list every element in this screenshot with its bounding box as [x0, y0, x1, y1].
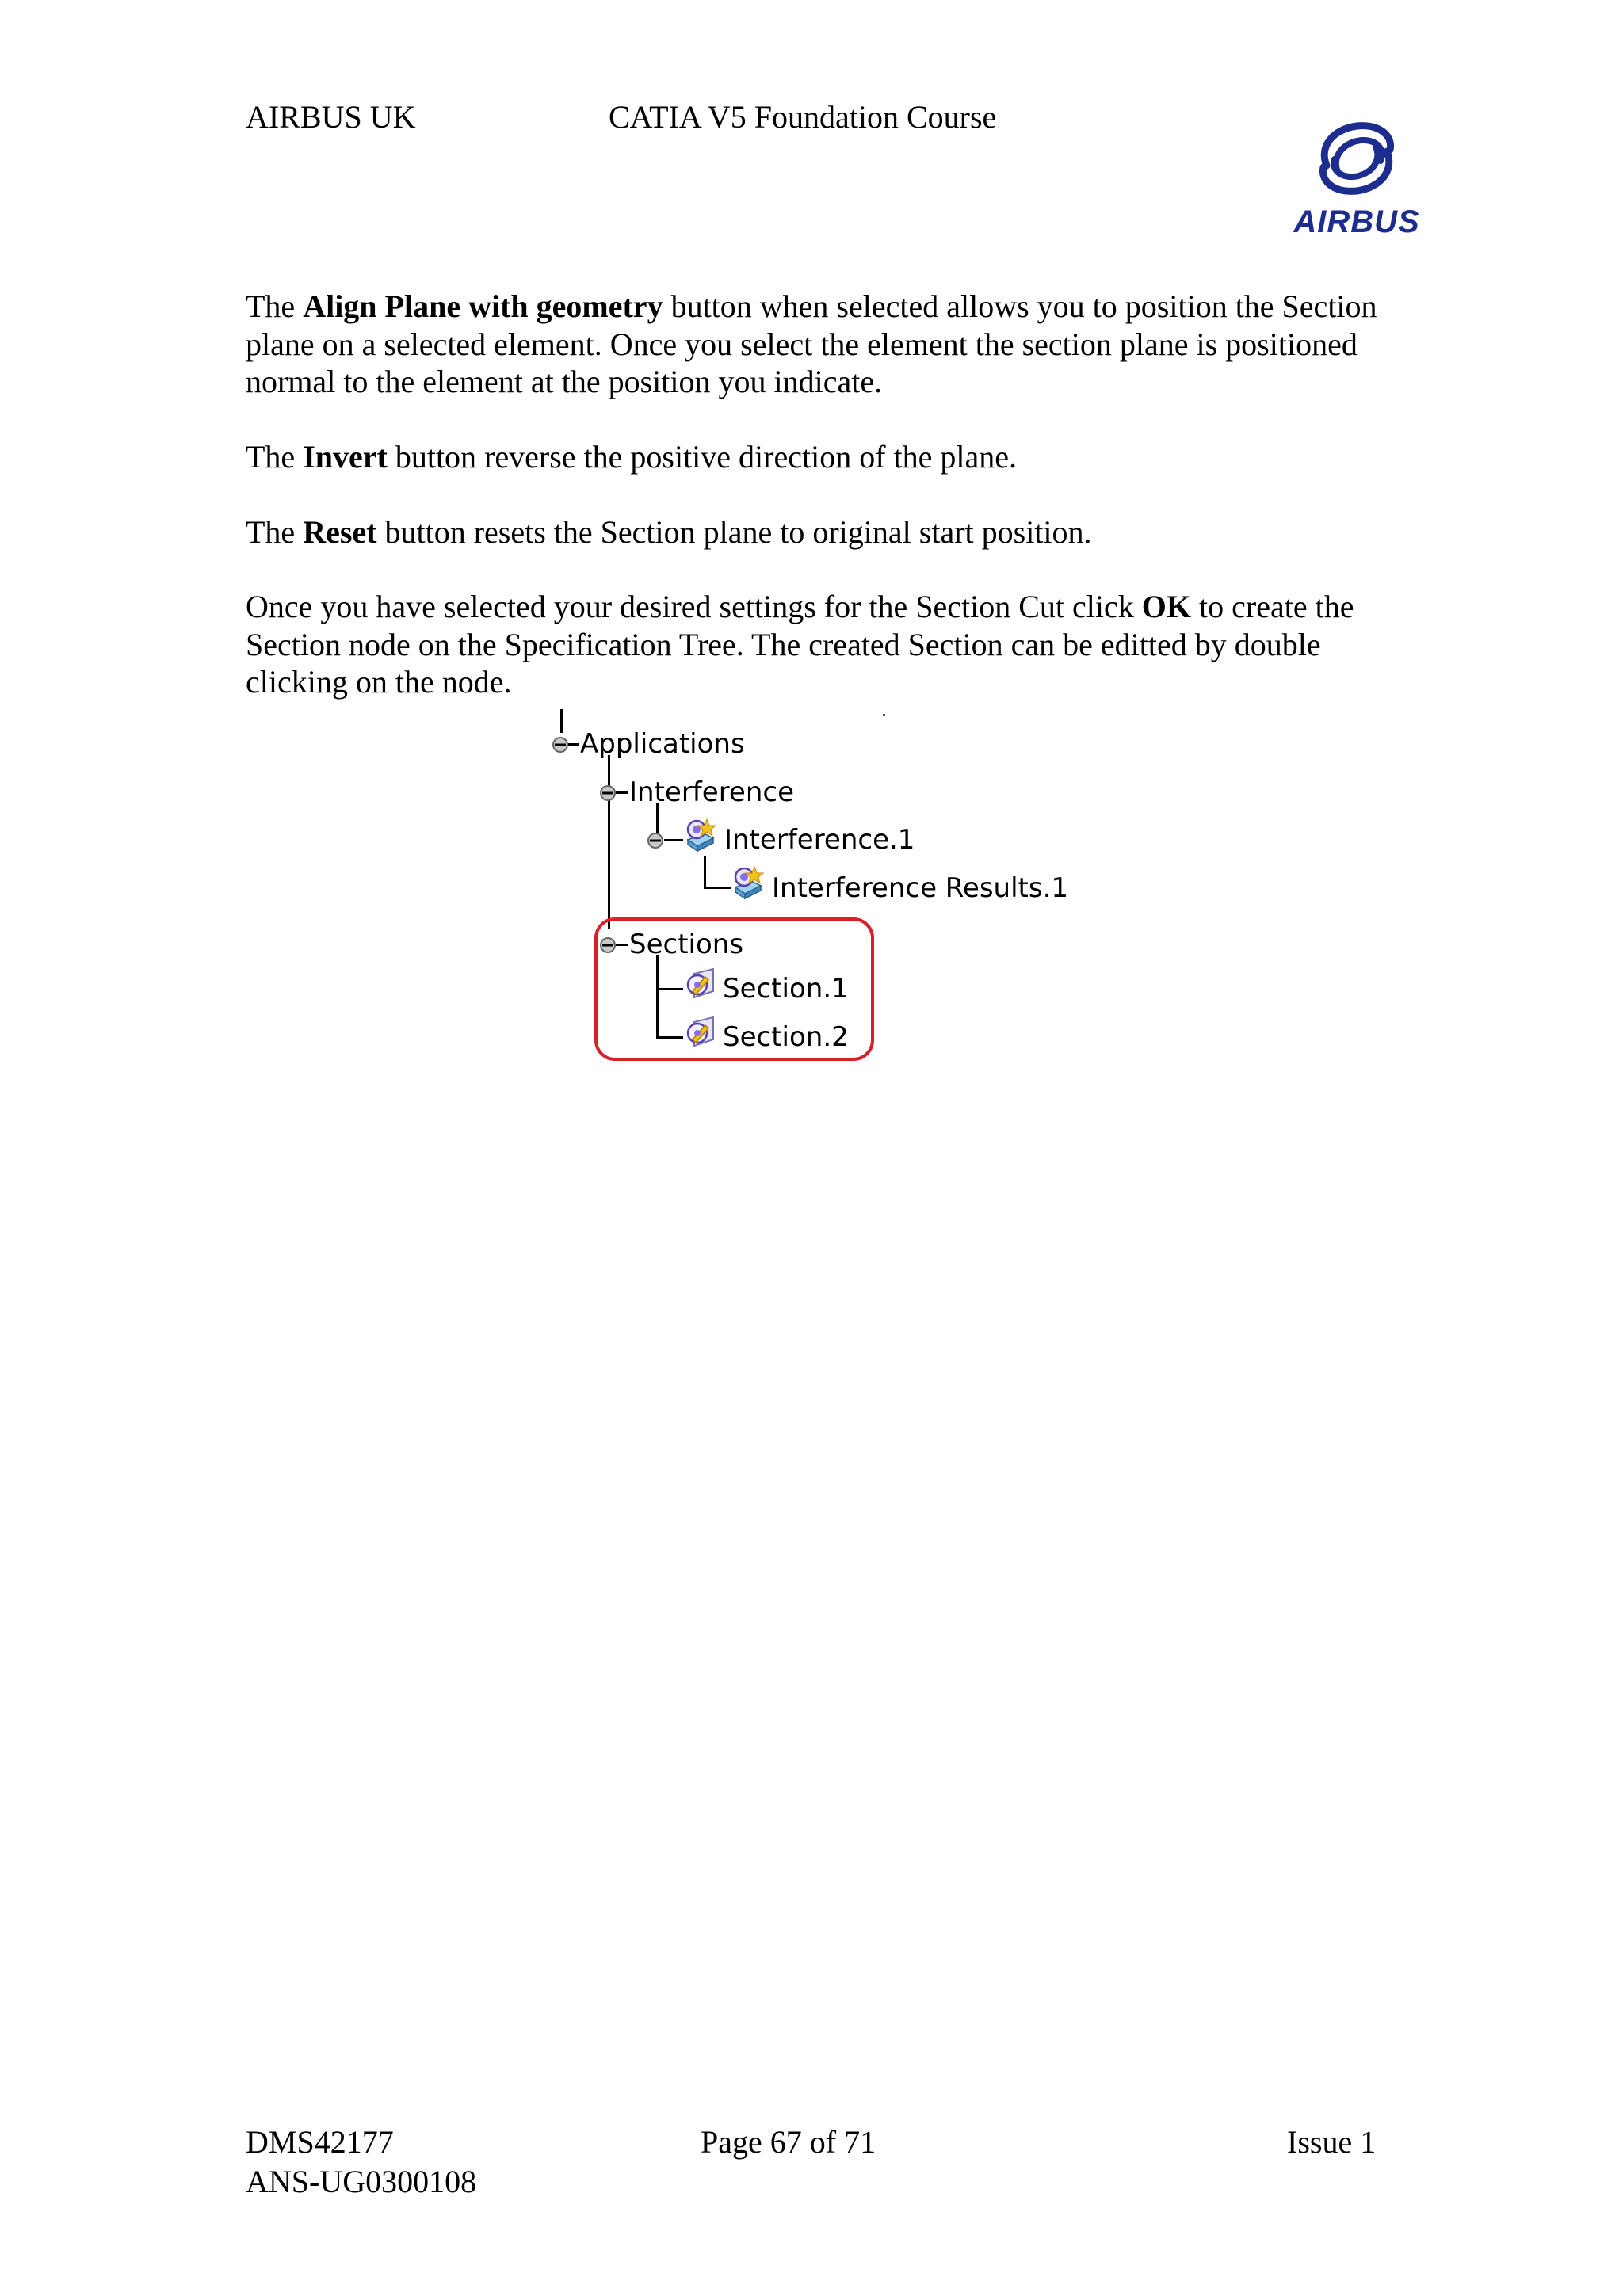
- tree-node-applications[interactable]: Applications: [580, 728, 745, 760]
- invert-paragraph: [246, 438, 1387, 476]
- specification-tree: [547, 709, 1086, 1070]
- tree-connector-root-stem: [560, 709, 563, 733]
- align-plane-text-post: button when selected allows you to position the Section plane on a selected element. Once you select the element the section plane is positioned normal to the element at the position you indicate.: [246, 288, 1377, 399]
- tree-node-sections[interactable]: Sections: [629, 929, 744, 960]
- tree-node-section-1[interactable]: Section.1: [723, 973, 849, 1005]
- airbus-wordmark: AIRBUS: [1293, 204, 1420, 239]
- tree-connector-applications-trunk: [608, 755, 610, 929]
- footer-issue: Issue 1: [1287, 2124, 1377, 2160]
- section-2-icon: [683, 1016, 718, 1051]
- ok-term: OK: [1141, 589, 1192, 624]
- airbus-logo: [1277, 115, 1436, 243]
- section-1-icon: [683, 967, 718, 1002]
- footer-page-number: Page 67 of 71: [701, 2124, 876, 2160]
- invert-text-pre: The: [246, 439, 304, 475]
- invert-text-post: button reverse the positive direction of the plane.: [387, 439, 1018, 475]
- header-course-title: CATIA V5 Foundation Course: [609, 99, 997, 135]
- collapse-interference-icon[interactable]: [599, 784, 617, 802]
- reset-term: Reset: [303, 514, 377, 550]
- interference-results-icon: [731, 865, 766, 900]
- ok-text-post: to create the Section node on the Specification Tree. The created Section can be editted by double clicking on the node.: [246, 589, 1354, 700]
- tree-connector-results: [704, 887, 731, 889]
- airbus-swirl-icon: [1277, 115, 1436, 202]
- reset-paragraph: [246, 513, 1387, 551]
- tree-connector-interference: [615, 791, 628, 794]
- ok-paragraph: [246, 588, 1387, 701]
- footer-reference: ANS-UG0300108: [246, 2164, 477, 2199]
- footer-doc-number: DMS42177: [246, 2124, 394, 2160]
- stray-dot: [883, 714, 885, 716]
- collapse-interference-1-icon[interactable]: [647, 832, 664, 849]
- tree-node-interference-1[interactable]: Interference.1: [724, 824, 915, 856]
- tree-connector-results-stem: [704, 856, 706, 888]
- reset-text-post: button resets the Section plane to original start position.: [376, 514, 1092, 550]
- tree-connector-interference-1: [664, 839, 683, 841]
- align-plane-text-pre: The: [246, 288, 304, 324]
- header-company: AIRBUS UK: [246, 99, 416, 135]
- reset-text-pre: The: [246, 514, 304, 550]
- interference-icon: [683, 818, 718, 852]
- invert-term: Invert: [303, 439, 388, 475]
- ok-text-pre: Once you have selected your desired settings for the Section Cut click: [246, 589, 1142, 624]
- align-plane-term: Align Plane with geometry: [303, 288, 663, 324]
- tree-node-interference-results-1[interactable]: Interference Results.1: [772, 872, 1069, 904]
- collapse-sections-icon[interactable]: [599, 936, 617, 954]
- align-plane-paragraph: [246, 288, 1387, 401]
- collapse-applications-icon[interactable]: [552, 736, 569, 753]
- tree-node-section-2[interactable]: Section.2: [723, 1021, 849, 1053]
- tree-node-interference[interactable]: Interference: [629, 776, 795, 808]
